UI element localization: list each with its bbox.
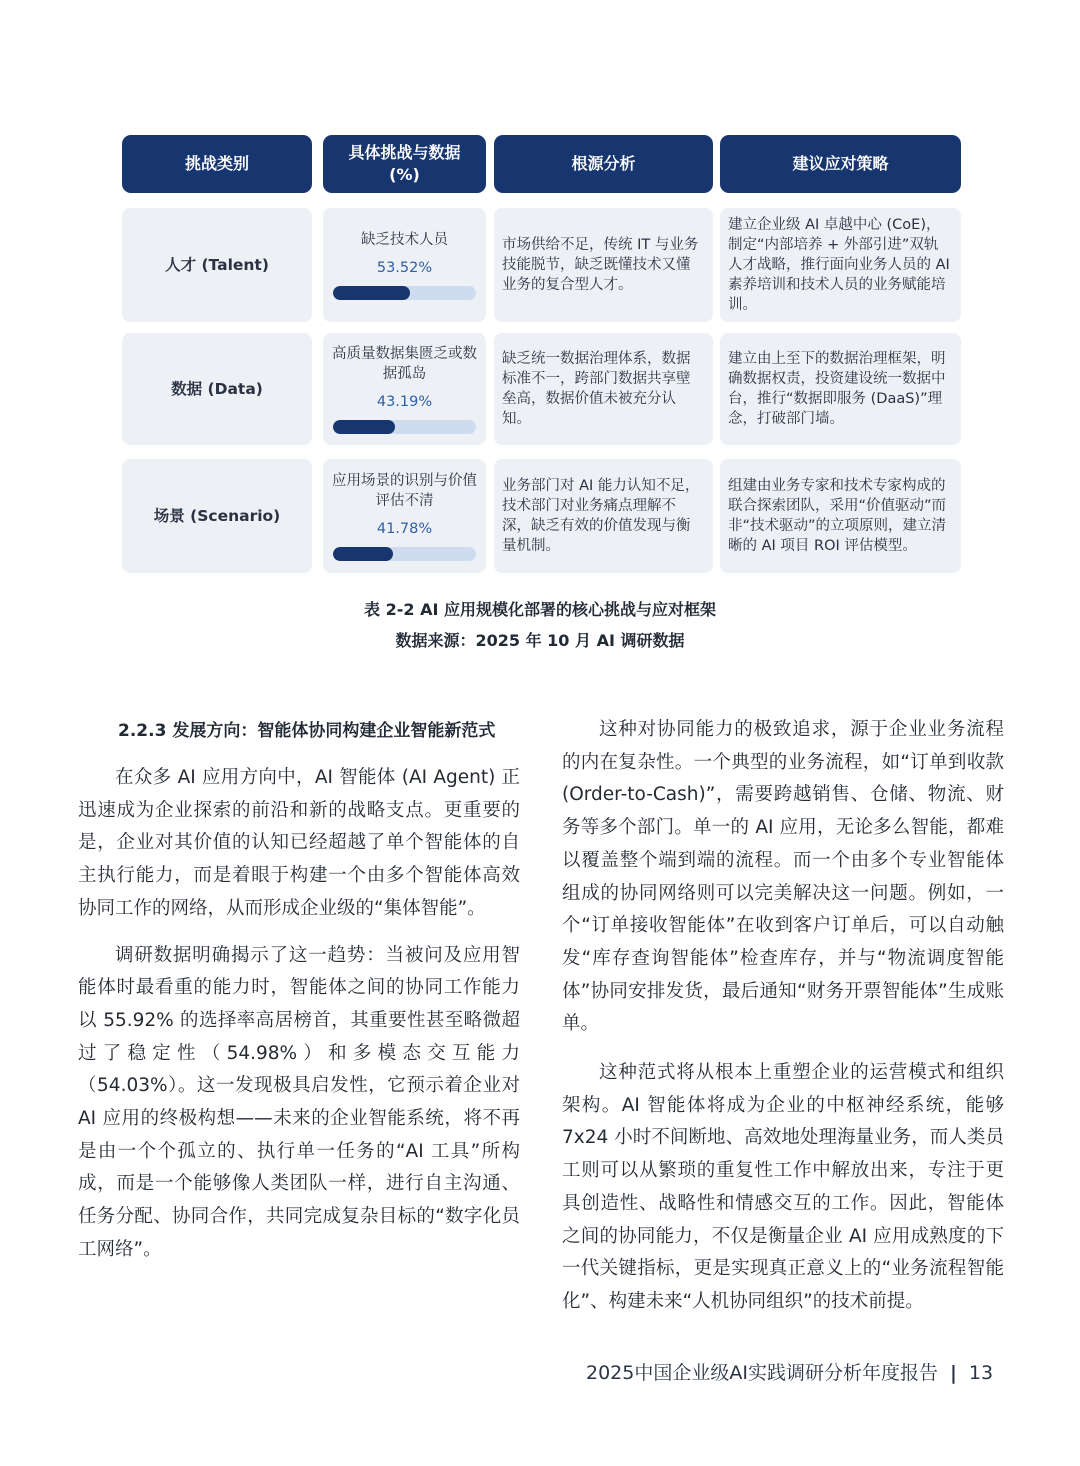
paragraph: 调研数据明确揭示了这一趋势：当被问及应用智能体时最看重的能力时，智能体之间的协同工作能力以 55.92% 的选择率高居榜首，其重要性甚至略微超过了稳定性（54.98%）和多模态交互能力（54.03%）。这一发现极具启发性，它预示着企业对 AI 应用的终极构想——未来的企业智能系统，将不再是由一个个孤立的、执行单一任务的“AI 工具”所构成，而是一个能够像人类团队一样，进行自主沟通、任务分配、协同合作，共同完成复杂目标的“数字化员工网络”。	[78, 944, 520, 1260]
right-column	[562, 714, 1004, 1319]
progress-bar-fill	[333, 420, 395, 434]
row-root-cause: 缺乏统一数据治理体系，数据标准不一，跨部门数据共享壁垒高，数据价值未被充分认知。	[494, 333, 713, 445]
paragraph: 这种对协同能力的极致追求，源于企业业务流程的内在复杂性。一个典型的业务流程，如“订单到收款 (Order-to-Cash)”，需要跨越销售、仓储、物流、财务等多个部门。单一的 AI 应用，无论多么智能，都难以覆盖整个端到端的流程。而一个由多个专业智能体组成的协同网络则可以完美解决这一问题。例如，一个“订单接收智能体”在收到客户订单后，可以自动触发“库存查询智能体”检查库存，并与“物流调度智能体”协同安排发货，最后通知“财务开票智能体”生成账单。	[562, 719, 1004, 1035]
progress-bar-fill	[333, 286, 410, 300]
challenge-label: 缺乏技术人员	[361, 232, 448, 248]
table-caption-source: 数据来源：2025 年 10 月 AI 调研数据	[395, 631, 685, 650]
progress-bar	[333, 547, 476, 561]
challenge-percent: 43.19%	[376, 394, 433, 410]
paragraph: 在众多 AI 应用方向中，AI 智能体 (AI Agent) 正迅速成为企业探索的前沿和新的战略支点。更重要的是，企业对其价值的认知已经超越了单个智能体的自主执行能力，而是着眼于构建一个由多个智能体高效协同工作的网络，从而形成企业级的“集体智能”。	[78, 767, 520, 919]
challenge-percent: 41.78%	[376, 521, 433, 537]
page-number: 13	[968, 1362, 994, 1384]
progress-bar-fill	[333, 547, 393, 561]
challenge-table	[122, 135, 962, 573]
row-challenge-stat	[323, 459, 486, 573]
section-heading: 2.2.3 发展方向：智能体协同构建企业智能新范式	[118, 721, 496, 741]
progress-bar	[333, 286, 476, 300]
header-root-cause: 根源分析	[494, 135, 713, 193]
page-footer	[586, 1358, 993, 1385]
challenge-label: 高质量数据集匮乏或数据孤岛	[332, 346, 477, 382]
header-challenge-data: 具体挑战与数据 (%)	[323, 135, 486, 193]
row-challenge-stat	[323, 208, 486, 322]
row-strategy: 组建由业务专家和技术专家构成的联合探索团队，采用“价值驱动”而非“技术驱动”的立项原则，建立清晰的 AI 项目 ROI 评估模型。	[720, 459, 961, 573]
row-category: 数据 (Data)	[122, 333, 312, 445]
row-root-cause: 业务部门对 AI 能力认知不足，技术部门对业务痛点理解不深，缺乏有效的价值发现与衡量机制。	[494, 459, 713, 573]
progress-bar	[333, 420, 476, 434]
challenge-label: 应用场景的识别与价值评估不清	[332, 473, 477, 509]
row-strategy: 建立企业级 AI 卓越中心 (CoE)，制定“内部培养 + 外部引进”双轨人才战略，推行面向业务人员的 AI 素养培训和技术人员的业务赋能培训。	[720, 208, 961, 322]
table-caption-title: 表 2-2 AI 应用规模化部署的核心挑战与应对框架	[364, 600, 716, 619]
left-column	[78, 762, 520, 1267]
row-strategy: 建立由上至下的数据治理框架，明确数据权责，投资建设统一数据中台，推行“数据即服务 (DaaS)”理念，打破部门墙。	[720, 333, 961, 445]
header-category: 挑战类别	[122, 135, 312, 193]
footer-separator: |	[949, 1362, 957, 1384]
row-root-cause: 市场供给不足，传统 IT 与业务技能脱节，缺乏既懂技术又懂业务的复合型人才。	[494, 208, 713, 322]
row-category: 场景 (Scenario)	[122, 459, 312, 573]
header-strategy: 建议应对策略	[720, 135, 961, 193]
row-category: 人才 (Talent)	[122, 208, 312, 322]
challenge-percent: 53.52%	[376, 260, 433, 276]
report-title: 2025中国企业级AI实践调研分析年度报告	[586, 1362, 938, 1384]
paragraph: 这种范式将从根本上重塑企业的运营模式和组织架构。AI 智能体将成为企业的中枢神经系统，能够 7x24 小时不间断地、高效地处理海量业务，而人类员工则可以从繁琐的重复性工作中解放出来，专注于更具创造性、战略性和情感交互的工作。因此，智能体之间的协同能力，不仅是衡量企业 AI 应用成熟度的下一代关键指标，更是实现真正意义上的“业务流程智能化”、构建未来“人机协同组织”的技术前提。	[562, 1062, 1004, 1312]
row-challenge-stat	[323, 333, 486, 445]
